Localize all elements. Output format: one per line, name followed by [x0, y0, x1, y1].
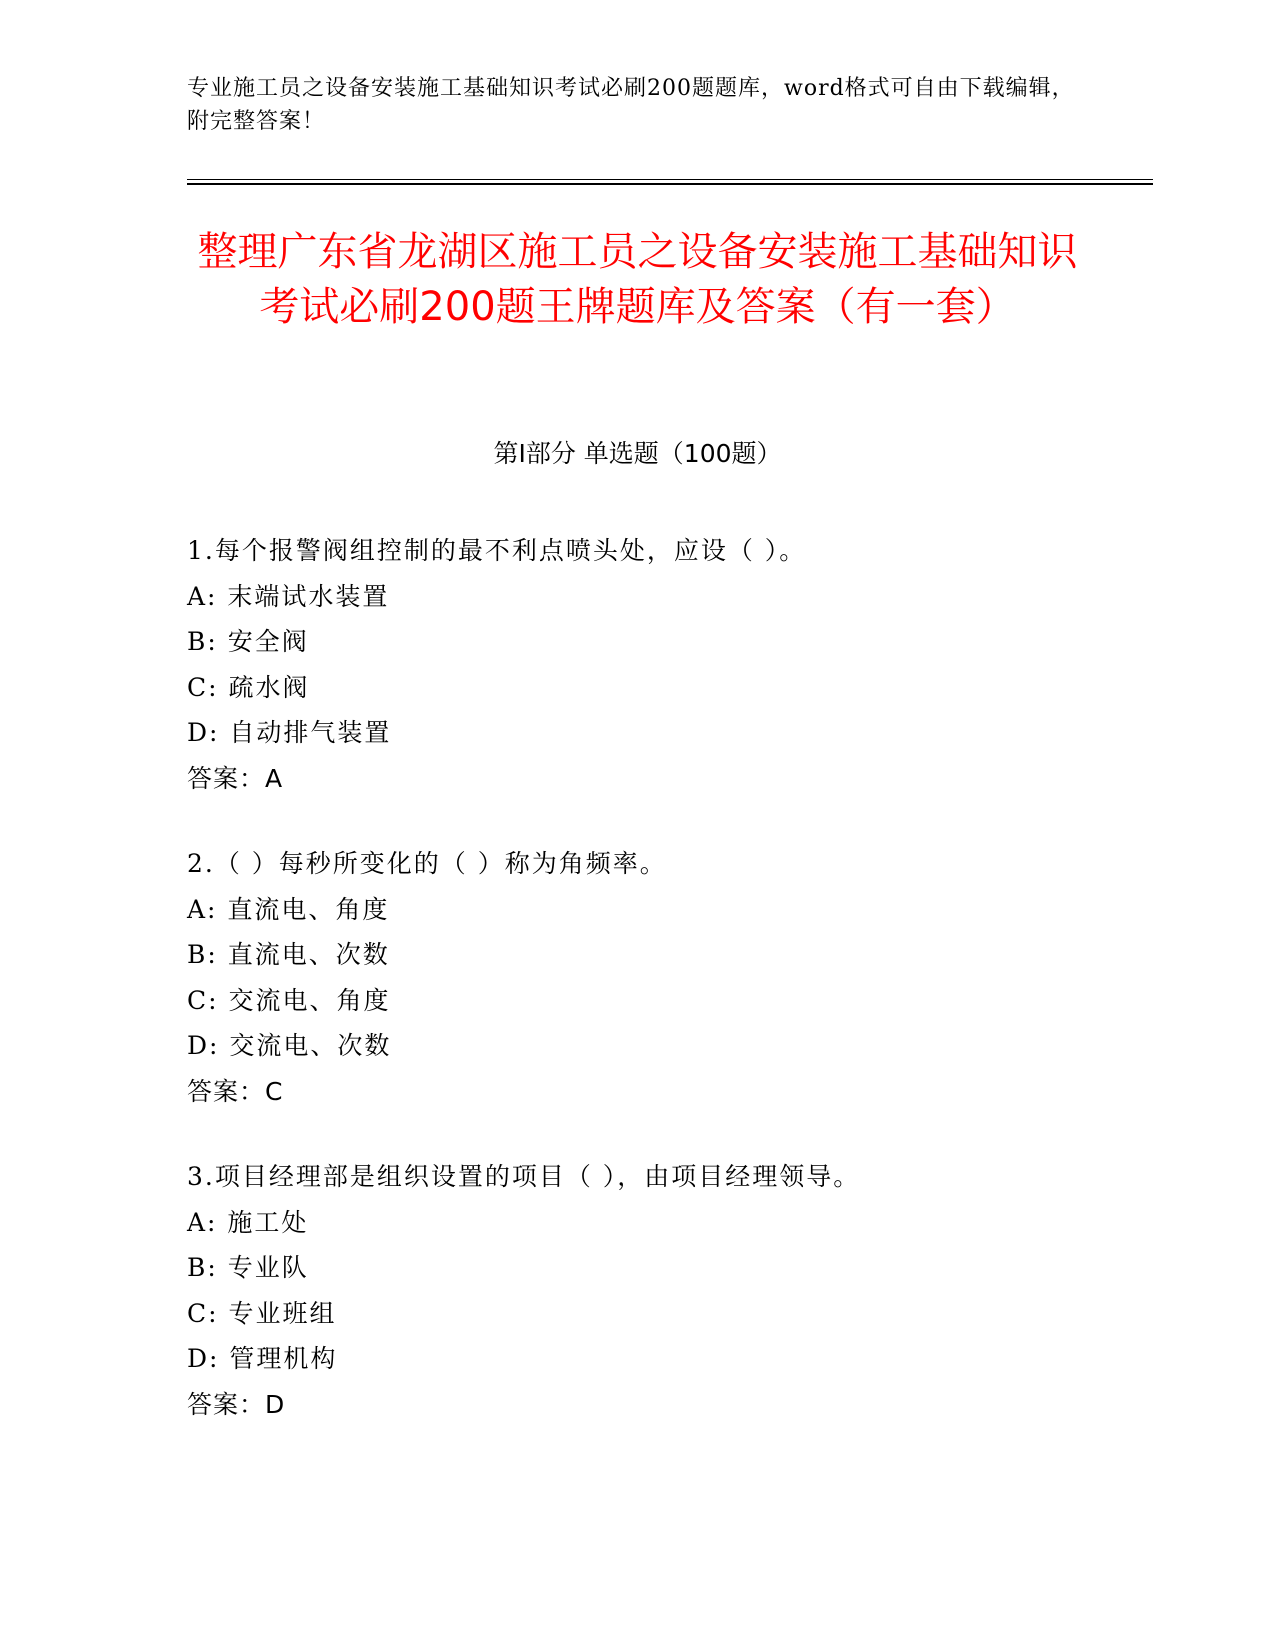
question-2 [187, 841, 1147, 1114]
question-1 [187, 528, 1147, 801]
option-a: A: 直流电、角度 [187, 894, 390, 924]
question-stem: 2.（ ）每秒所变化的（ ）称为角频率。 [187, 849, 667, 878]
question-3 [187, 1154, 1147, 1427]
option-c: C: 交流电、角度 [187, 985, 391, 1015]
document-title: 整理广东省龙湖区施工员之设备安装施工基础知识考试必刷200题王牌题库及答案（有一套） [197, 229, 1078, 330]
question-stem: 1.每个报警阀组控制的最不利点喷头处，应设（ ）。 [187, 536, 807, 565]
header-note: 专业施工员之设备安装施工基础知识考试必刷200题题库，word格式可自由下载编辑，附完整答案！ [187, 76, 1075, 134]
header-rule-thin [187, 179, 1153, 180]
section-title: 第I部分 单选题（100题） [493, 439, 782, 468]
option-b: B: 专业队 [187, 1253, 309, 1282]
option-d: D: 自动排气装置 [187, 718, 392, 747]
option-a: A: 末端试水装置 [187, 581, 390, 611]
option-c: C: 专业班组 [187, 1298, 337, 1328]
option-c: C: 疏水阀 [187, 672, 310, 702]
option-b: B: 直流电、次数 [187, 940, 390, 969]
answer-line: 答案：C [187, 1076, 284, 1106]
answer-line: 答案：D [187, 1389, 286, 1419]
question-stem: 3.项目经理部是组织设置的项目（ ），由项目经理领导。 [187, 1162, 861, 1191]
header-rule-thick [187, 183, 1153, 185]
answer-line: 答案：A [187, 763, 284, 793]
question-list [187, 528, 1147, 1467]
option-b: B: 安全阀 [187, 627, 309, 656]
option-a: A: 施工处 [187, 1207, 309, 1237]
option-d: D: 管理机构 [187, 1344, 338, 1373]
option-d: D: 交流电、次数 [187, 1031, 392, 1060]
